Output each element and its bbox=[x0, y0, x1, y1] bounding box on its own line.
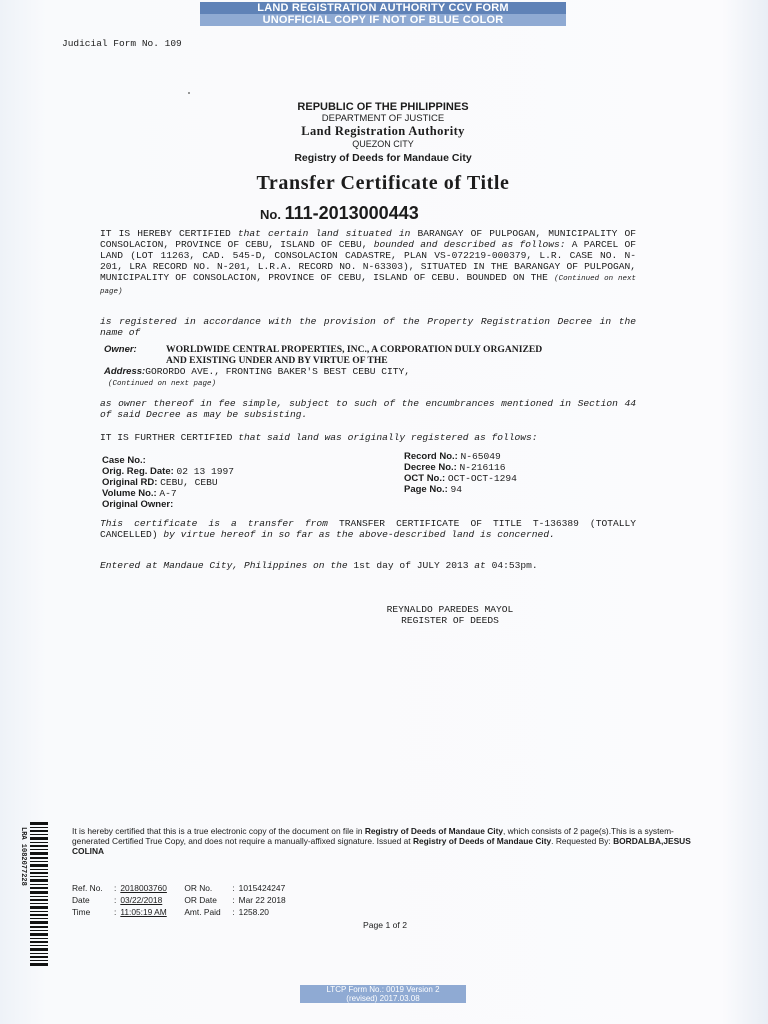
address-continued: (Continued on next page) bbox=[108, 380, 217, 388]
page-indicator: Page 1 of 2 bbox=[363, 920, 407, 930]
ltcp-form-label bbox=[300, 985, 466, 1003]
footer-requester: BORDALBA,JESUS COLINA bbox=[72, 836, 691, 856]
header-registry: Registry of Deeds for Mandaue City bbox=[294, 152, 472, 164]
registration-right bbox=[404, 451, 634, 495]
orig-reg-date-label: Orig. Reg. Date: bbox=[102, 466, 174, 477]
volume-no-row bbox=[102, 488, 382, 499]
original-rd-label: Original RD: bbox=[102, 477, 158, 488]
footer-cert-c: , which consists of 2 page(s).This is a system-generated Certified True Copy, and does not require a manually-affixed signature. Issued at bbox=[72, 826, 674, 846]
certification-footer bbox=[72, 826, 694, 856]
orig-reg-date-row bbox=[102, 466, 382, 477]
time-label: Time bbox=[72, 907, 91, 917]
barcode-image bbox=[30, 822, 48, 966]
registration-left bbox=[102, 455, 382, 510]
paragraph-registered: is registered in accordance with the provision of the Property Registration Decree in the name of bbox=[100, 316, 636, 338]
p5-transfer-from: This certificate is a transfer from bbox=[100, 518, 328, 529]
signatory-title: REGISTER OF DEEDS bbox=[401, 615, 499, 626]
original-rd-row bbox=[102, 477, 382, 488]
amt-paid-label: Amt. Paid bbox=[184, 907, 221, 917]
ref-row-2: Date : 03/22/2018 OR Date : Mar 22 2018 bbox=[72, 894, 290, 906]
footer-registry-2: Registry of Deeds of Mandaue City bbox=[412, 836, 552, 846]
certificate-number-value: 111-2013000443 bbox=[284, 203, 419, 223]
paragraph-land-description bbox=[100, 228, 636, 298]
entered-at: Entered at bbox=[100, 560, 158, 571]
reference-table bbox=[72, 882, 290, 918]
orig-reg-date-value: 02 13 1997 bbox=[176, 466, 235, 477]
p5-tct: TRANSFER CERTIFICATE OF TITLE T-136389 (TOTALLY CANCELLED) bbox=[100, 518, 636, 540]
scan-speck bbox=[188, 92, 190, 94]
volume-no-label: Volume No.: bbox=[102, 488, 157, 499]
entered-time: 04:53pm. bbox=[491, 560, 538, 571]
page-no-row bbox=[404, 484, 634, 495]
signatory-name: REYNALDO PAREDES MAYOL bbox=[386, 604, 514, 615]
or-date-value: Mar 22 2018 bbox=[238, 895, 286, 905]
banner-line-2: UNOFFICIAL COPY IF NOT OF BLUE COLOR bbox=[200, 14, 566, 26]
paragraph-fee-simple: as owner thereof in fee simple, subject to such of the encumbrances mentioned in Section 44 of said Decree as may be subsisting. bbox=[100, 398, 636, 420]
page-no-value: 94 bbox=[450, 484, 462, 495]
decree-no-value: N-216116 bbox=[459, 462, 506, 473]
ref-row-3: Time : 11:05:19 AM Amt. Paid : 1258.20 bbox=[72, 906, 290, 918]
header-city: QUEZON CITY bbox=[352, 139, 414, 149]
paragraph-further-certified bbox=[100, 432, 636, 443]
ref-row-1: Ref. No. : 2018003760 OR No. : 1015424247 bbox=[72, 882, 290, 894]
p4-registered: that said land was originally registered as follows: bbox=[238, 432, 538, 443]
volume-no-value: A-7 bbox=[159, 488, 177, 499]
entered-date: 1st day of JULY 2013 bbox=[353, 560, 469, 571]
barcode-number-text: LRA 1082077228 bbox=[19, 827, 27, 886]
entered-the: the bbox=[330, 560, 348, 571]
footer-cert-a: It is hereby certified that this is a true electronic copy of the document on file in bbox=[72, 826, 363, 836]
or-date-label: OR Date bbox=[184, 895, 217, 905]
oct-no-row bbox=[404, 473, 634, 484]
barcode-number bbox=[18, 827, 28, 960]
owner-value: WORLDWIDE CENTRAL PROPERTIES, INC., A CORPORATION DULY ORGANIZED AND EXISTING UNDER AND BY VIRTUE OF THE bbox=[166, 344, 543, 366]
document-title: Transfer Certificate of Title bbox=[256, 172, 510, 194]
address-value: GORORDO AVE., FRONTING BAKER'S BEST CEBU CITY, bbox=[145, 366, 411, 377]
original-rd-value: CEBU, CEBU bbox=[160, 477, 218, 488]
date-label: Date bbox=[72, 895, 90, 905]
address-label: Address: bbox=[104, 366, 146, 377]
footer-cert-e: . Requested By: bbox=[551, 836, 611, 846]
page-no-label: Page No.: bbox=[404, 484, 448, 495]
ref-no-value: 2018003760 bbox=[120, 883, 167, 893]
certificate-number bbox=[260, 203, 419, 224]
p1-certified: IT IS HEREBY CERTIFIED bbox=[100, 228, 231, 239]
amt-paid-value: 1258.20 bbox=[238, 907, 269, 917]
record-no-row bbox=[404, 451, 634, 462]
original-owner-label: Original Owner: bbox=[102, 499, 174, 510]
oct-no-value: OCT-OCT-1294 bbox=[447, 473, 517, 484]
entered-at-time: at bbox=[474, 560, 486, 571]
entered-place: Mandaue City, Philippines bbox=[163, 560, 308, 571]
header-authority: Land Registration Authority bbox=[301, 124, 465, 138]
or-no-value: 1015424247 bbox=[238, 883, 286, 893]
original-owner-row bbox=[102, 499, 382, 510]
paragraph-entered bbox=[100, 560, 636, 571]
ltcp-form-line-2: (revised) 2017.03.08 bbox=[300, 994, 466, 1003]
ltcp-form-line-1: LTCP Form No.: 0019 Version 2 bbox=[300, 985, 466, 994]
certificate-number-prefix: No. bbox=[260, 207, 281, 222]
date-value: 03/22/2018 bbox=[120, 895, 163, 905]
or-no-label: OR No. bbox=[184, 883, 213, 893]
decree-no-row bbox=[404, 462, 634, 473]
banner-line-1: LAND REGISTRATION AUTHORITY CCV FORM bbox=[200, 2, 566, 14]
p1-parcel: A PARCEL OF LAND (LOT 11263, CAD. 545-D, CONSOLACION CADASTRE, PLAN VS-072219-000379, L.R. CASE NO. N-201, LRA RECORD NO. N-201, L.R.A. RECORD NO. N-63303), SITUATED IN THE BARANGAY OF PULPOGAN, MUNICIPALITY OF CONSOLACION, PROVINCE OF CEBU, ISLAND OF CEBU. BOUNDED ON THE bbox=[100, 239, 636, 283]
owner-label: Owner: bbox=[104, 344, 137, 355]
record-no-value: N-65049 bbox=[460, 451, 501, 462]
p1-situated: that certain land situated in bbox=[237, 228, 411, 239]
record-no-label: Record No.: bbox=[404, 451, 458, 462]
header-republic: REPUBLIC OF THE PHILIPPINES bbox=[297, 101, 469, 113]
ccv-banner bbox=[200, 2, 566, 26]
oct-no-label: OCT No.: bbox=[404, 473, 446, 484]
footer-registry-1: Registry of Deeds of Mandaue City bbox=[364, 826, 504, 836]
entered-on: on bbox=[313, 560, 325, 571]
header-department: DEPARTMENT OF JUSTICE bbox=[321, 113, 445, 124]
p1-location: BARANGAY OF PULPOGAN, MUNICIPALITY OF CONSOLACION, PROVINCE OF CEBU, ISLAND OF CEBU, bbox=[100, 228, 636, 250]
signatory bbox=[360, 604, 540, 626]
p1-bounded: bounded and described as follows: bbox=[373, 239, 566, 250]
time-value: 11:05:19 AM bbox=[120, 907, 167, 917]
ref-no-label: Ref. No. bbox=[72, 883, 103, 893]
p1-continued: (Continued on next page) bbox=[100, 275, 636, 296]
p4-certified: IT IS FURTHER CERTIFIED bbox=[100, 432, 233, 443]
decree-no-label: Decree No.: bbox=[404, 462, 457, 473]
case-no-row bbox=[102, 455, 382, 466]
p5-virtue: by virtue hereof in so far as the above-described land is concerned. bbox=[163, 529, 555, 540]
address-row bbox=[104, 366, 624, 377]
case-no-label: Case No.: bbox=[102, 455, 146, 466]
paragraph-transfer bbox=[100, 518, 636, 540]
judicial-form-number: Judicial Form No. 109 bbox=[62, 38, 182, 49]
